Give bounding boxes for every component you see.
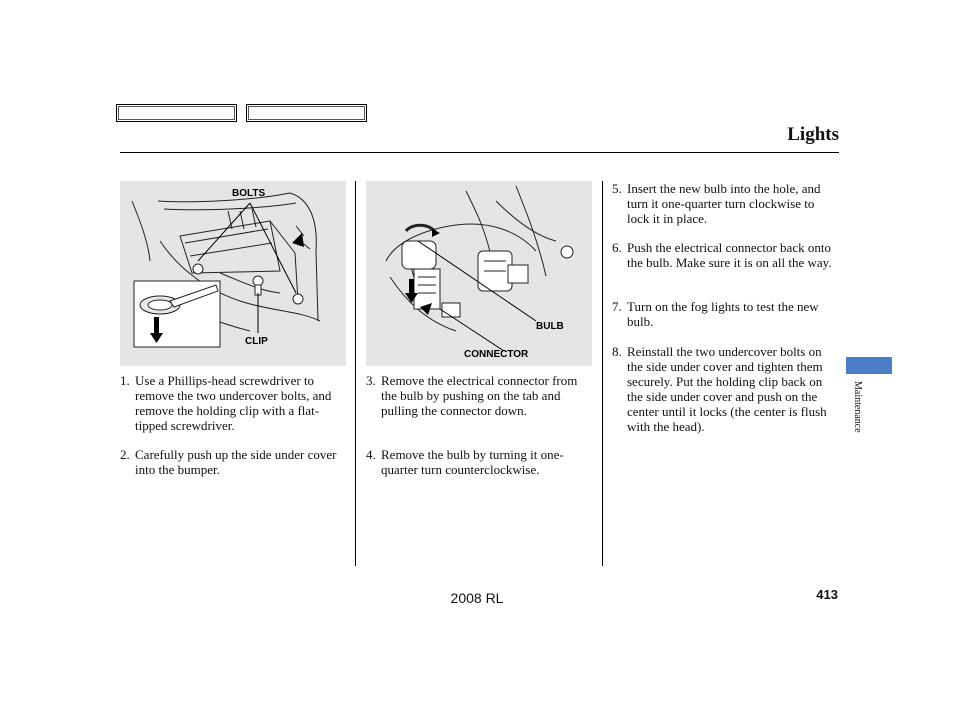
step-8 bbox=[612, 344, 838, 434]
page-title: Lights bbox=[787, 124, 839, 145]
nav-tab-2[interactable] bbox=[246, 104, 367, 122]
step-text: Reinstall the two undercover bolts on the side under cover and tighten them securely. Put the holding clip back on the side under cover and push on the center until it locks (the center is flush with the head). bbox=[627, 344, 827, 434]
figure-undercover bbox=[120, 181, 346, 366]
figure-bulb-connector bbox=[366, 181, 592, 366]
step-6 bbox=[612, 240, 838, 270]
step-number: 5. bbox=[612, 181, 622, 196]
step-2 bbox=[120, 447, 346, 477]
undercover-illustration bbox=[120, 181, 346, 366]
callout-clip: CLIP bbox=[245, 336, 268, 347]
page-number: 413 bbox=[816, 587, 838, 602]
bulb-illustration bbox=[366, 181, 592, 366]
callout-connector: CONNECTOR bbox=[464, 349, 529, 360]
step-number: 4. bbox=[366, 447, 376, 462]
step-5 bbox=[612, 181, 838, 226]
step-text: Use a Phillips-head screwdriver to remove the two undercover bolts, and remove the holding clip with a flat-tipped screwdriver. bbox=[135, 373, 332, 433]
step-text: Remove the bulb by turning it one-quarter turn counterclockwise. bbox=[381, 447, 564, 477]
step-3 bbox=[366, 373, 592, 418]
step-number: 2. bbox=[120, 447, 130, 462]
step-1 bbox=[120, 373, 346, 433]
callout-bulb: BULB bbox=[536, 321, 564, 332]
step-text: Carefully push up the side under cover into the bumper. bbox=[135, 447, 337, 477]
column-divider-1 bbox=[355, 181, 356, 566]
nav-tab-1[interactable] bbox=[116, 104, 237, 122]
footer-model: 2008 RL bbox=[450, 590, 504, 606]
callout-bolts: BOLTS bbox=[232, 188, 266, 199]
header-rule bbox=[120, 152, 839, 153]
step-text: Insert the new bulb into the hole, and turn it one-quarter turn clockwise to lock it in place. bbox=[627, 181, 821, 226]
step-7 bbox=[612, 299, 838, 329]
step-number: 6. bbox=[612, 240, 622, 255]
section-label: Maintenance bbox=[852, 381, 863, 433]
column-divider-2 bbox=[602, 181, 603, 566]
step-4 bbox=[366, 447, 592, 477]
step-number: 7. bbox=[612, 299, 622, 314]
step-text: Push the electrical connector back onto the bulb. Make sure it is on all the way. bbox=[627, 240, 832, 270]
step-number: 3. bbox=[366, 373, 376, 388]
step-number: 1. bbox=[120, 373, 130, 388]
step-number: 8. bbox=[612, 344, 622, 359]
section-tab-maintenance[interactable] bbox=[846, 357, 892, 374]
step-text: Remove the electrical connector from the bulb by pushing on the tab and pulling the connector down. bbox=[381, 373, 578, 418]
step-text: Turn on the fog lights to test the new bulb. bbox=[627, 299, 819, 329]
